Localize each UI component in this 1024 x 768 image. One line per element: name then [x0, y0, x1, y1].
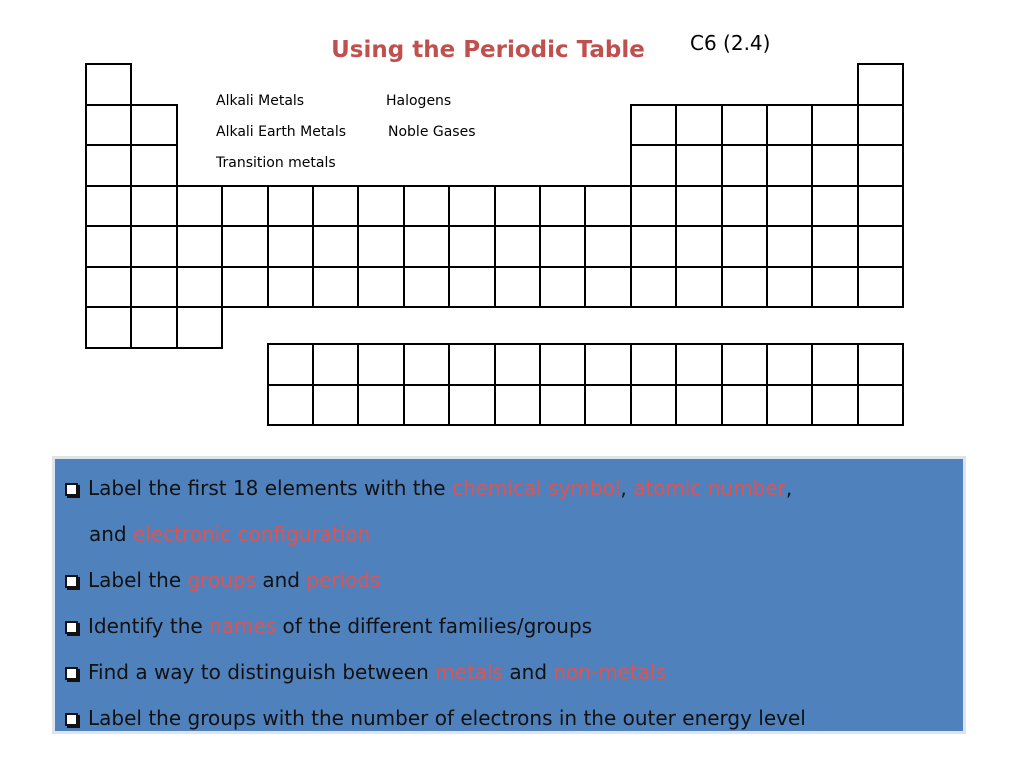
- element-cell: [357, 343, 404, 386]
- task-item: [65, 649, 963, 695]
- element-cell: [494, 225, 541, 268]
- task-highlight: chemical symbol: [451, 476, 621, 500]
- element-cell: [857, 384, 904, 427]
- task-text: and: [89, 522, 133, 546]
- element-cell: [130, 306, 177, 349]
- element-cell: [675, 343, 722, 386]
- task-text: Label the: [88, 568, 188, 592]
- element-cell: [267, 343, 314, 386]
- element-cell: [811, 104, 858, 147]
- task-text: Label the first 18 elements with the: [88, 476, 452, 500]
- element-cell: [85, 266, 132, 309]
- element-cell: [539, 384, 586, 427]
- element-cell: [176, 225, 223, 268]
- element-cell: [811, 266, 858, 309]
- element-cell: [403, 343, 450, 386]
- element-cell: [357, 225, 404, 268]
- element-cell: [539, 266, 586, 309]
- task-highlight: electronic configuration: [132, 522, 371, 546]
- element-cell: [584, 384, 631, 427]
- element-cell: [675, 384, 722, 427]
- element-cell: [721, 225, 768, 268]
- element-cell: [312, 343, 359, 386]
- element-cell: [584, 343, 631, 386]
- task-text: and: [503, 660, 554, 684]
- task-highlight: atomic number: [633, 476, 786, 500]
- element-cell: [811, 185, 858, 228]
- checkbox-icon: [65, 483, 78, 496]
- element-cell: [630, 144, 677, 187]
- element-cell: [857, 266, 904, 309]
- element-cell: [630, 384, 677, 427]
- element-cell: [176, 266, 223, 309]
- checkbox-icon: [65, 621, 78, 634]
- task-text: of the different families/groups: [276, 614, 593, 638]
- checkbox-icon: [65, 667, 78, 680]
- element-cell: [448, 225, 495, 268]
- element-cell: [130, 144, 177, 187]
- element-cell: [130, 225, 177, 268]
- element-cell: [267, 185, 314, 228]
- legend-alkali-metals: Alkali Metals: [216, 93, 305, 109]
- element-cell: [448, 185, 495, 228]
- element-cell: [584, 266, 631, 309]
- element-cell: [721, 384, 768, 427]
- element-cell: [630, 185, 677, 228]
- element-cell: [448, 384, 495, 427]
- element-cell: [312, 185, 359, 228]
- element-cell: [584, 225, 631, 268]
- element-cell: [811, 144, 858, 187]
- element-cell: [857, 225, 904, 268]
- element-cell: [539, 225, 586, 268]
- element-cell: [766, 225, 813, 268]
- element-cell: [267, 384, 314, 427]
- element-cell: [494, 384, 541, 427]
- element-cell: [766, 144, 813, 187]
- task-highlight: groups: [187, 568, 257, 592]
- element-cell: [766, 104, 813, 147]
- element-cell: [357, 266, 404, 309]
- element-cell: [267, 266, 314, 309]
- element-cell: [766, 384, 813, 427]
- element-cell: [857, 104, 904, 147]
- element-cell: [85, 63, 132, 106]
- element-cell: [403, 266, 450, 309]
- element-cell: [221, 185, 268, 228]
- element-cell: [130, 266, 177, 309]
- element-cell: [584, 185, 631, 228]
- element-cell: [675, 144, 722, 187]
- element-cell: [357, 384, 404, 427]
- task-highlight: metals: [435, 660, 504, 684]
- element-cell: [766, 185, 813, 228]
- element-cell: [675, 225, 722, 268]
- element-cell: [857, 343, 904, 386]
- element-cell: [675, 104, 722, 147]
- task-text: Find a way to distinguish between: [88, 660, 436, 684]
- element-cell: [85, 185, 132, 228]
- task-panel: [52, 456, 966, 734]
- task-text: ,: [785, 476, 793, 500]
- element-cell: [448, 266, 495, 309]
- element-cell: [85, 144, 132, 187]
- task-item-continuation: [65, 511, 963, 557]
- element-cell: [312, 266, 359, 309]
- legend-transition-metals: Transition metals: [216, 155, 336, 171]
- element-cell: [721, 266, 768, 309]
- element-cell: [448, 343, 495, 386]
- task-text: and: [256, 568, 307, 592]
- slide-title: Using the Periodic Table: [331, 37, 645, 63]
- checkbox-icon: [65, 575, 78, 588]
- element-cell: [221, 225, 268, 268]
- element-cell: [630, 225, 677, 268]
- element-cell: [630, 266, 677, 309]
- element-cell: [176, 306, 223, 349]
- element-cell: [85, 104, 132, 147]
- element-cell: [811, 384, 858, 427]
- task-item: [65, 695, 963, 741]
- element-cell: [721, 104, 768, 147]
- element-cell: [630, 104, 677, 147]
- element-cell: [403, 225, 450, 268]
- element-cell: [675, 185, 722, 228]
- element-cell: [721, 185, 768, 228]
- element-cell: [539, 343, 586, 386]
- element-cell: [130, 185, 177, 228]
- element-cell: [766, 266, 813, 309]
- element-cell: [176, 185, 223, 228]
- task-text: Label the groups with the number of electrons in the outer energy level: [88, 706, 806, 730]
- task-highlight: non-metals: [553, 660, 667, 684]
- element-cell: [630, 343, 677, 386]
- element-cell: [766, 343, 813, 386]
- element-cell: [675, 266, 722, 309]
- element-cell: [811, 225, 858, 268]
- element-cell: [85, 225, 132, 268]
- element-cell: [857, 185, 904, 228]
- task-item: [65, 557, 963, 603]
- element-cell: [312, 225, 359, 268]
- element-cell: [811, 343, 858, 386]
- task-text: Identify the: [88, 614, 210, 638]
- element-cell: [221, 266, 268, 309]
- task-highlight: names: [209, 614, 277, 638]
- legend-alkali-earth-metals: Alkali Earth Metals: [216, 124, 347, 140]
- task-highlight: periods: [306, 568, 381, 592]
- element-cell: [85, 306, 132, 349]
- element-cell: [312, 384, 359, 427]
- element-cell: [494, 343, 541, 386]
- element-cell: [403, 185, 450, 228]
- checkbox-icon: [65, 713, 78, 726]
- element-cell: [494, 266, 541, 309]
- element-cell: [539, 185, 586, 228]
- legend-halogens: Halogens: [386, 93, 452, 109]
- lesson-code: C6 (2.4): [690, 31, 771, 55]
- element-cell: [357, 185, 404, 228]
- element-cell: [403, 384, 450, 427]
- element-cell: [857, 144, 904, 187]
- element-cell: [857, 63, 904, 106]
- task-text: ,: [620, 476, 634, 500]
- legend-noble-gases: Noble Gases: [388, 124, 476, 140]
- element-cell: [267, 225, 314, 268]
- element-cell: [721, 144, 768, 187]
- element-cell: [721, 343, 768, 386]
- element-cell: [494, 185, 541, 228]
- task-item: [65, 465, 963, 511]
- element-cell: [130, 104, 177, 147]
- task-item: [65, 603, 963, 649]
